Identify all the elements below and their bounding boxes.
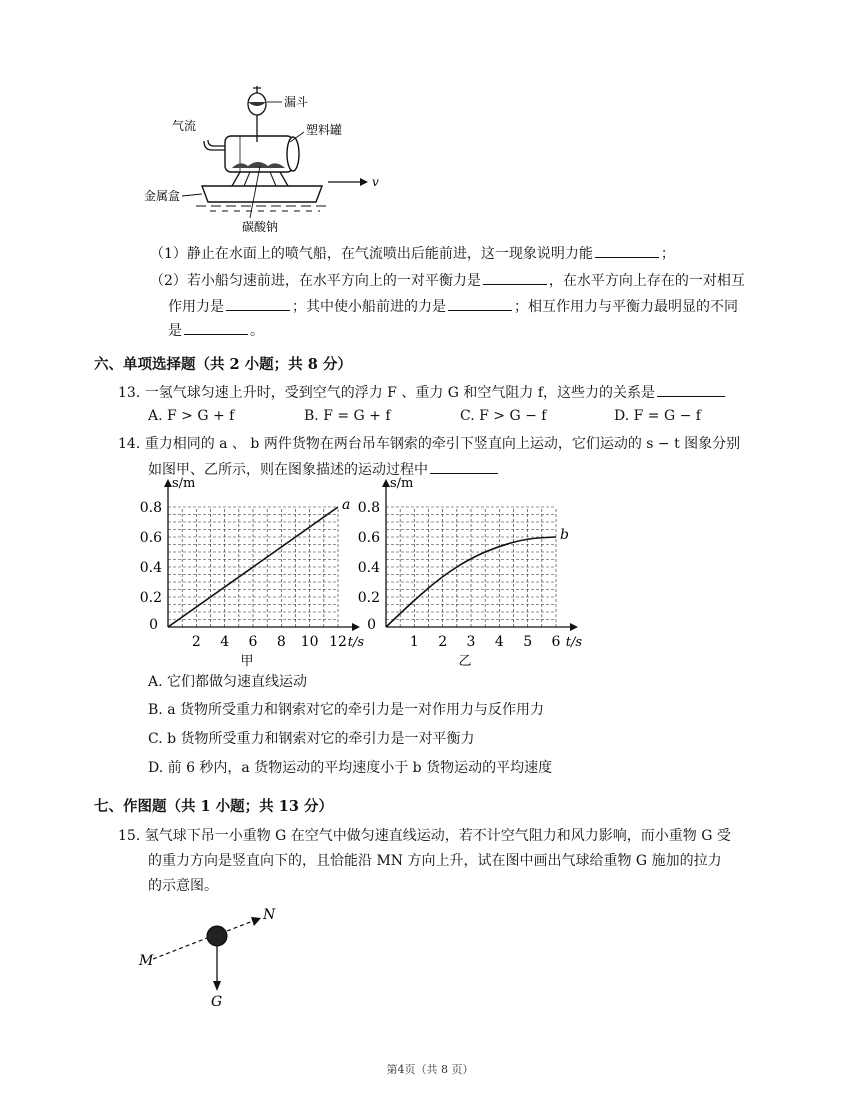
x-tick-label: 4: [494, 634, 504, 650]
y-axis-arrow: [382, 479, 390, 487]
q13-option-a[interactable]: A. F > G + f: [148, 408, 235, 424]
q13-stem: 13. 一氢气球匀速上升时，受到空气的浮力 F 、重力 G 和空气阻力 f，这些力的关系是: [118, 382, 727, 403]
soda-label: 碳酸钠: [242, 220, 279, 234]
q13-option-d[interactable]: D. F = G − f: [614, 408, 701, 424]
q14-stem-line2: 如图甲、乙所示，则在图象描述的运动过程中: [148, 459, 500, 480]
q15-line1: 15. 氢气球下吊一小重物 G 在空气中做匀速直线运动，若不计空气阻力和风力影响，而小重物 G 受: [118, 828, 731, 844]
section-6-title: 六、单项选择题（共 2 小题；共 8 分）: [94, 356, 352, 373]
x-tick-label: 4: [220, 634, 230, 650]
section-7-title: 七、作图题（共 1 小题；共 13 分）: [94, 798, 333, 815]
q14-option-d[interactable]: D. 前 6 秒内，a 货物运动的平均速度小于 b 货物运动的平均速度: [148, 760, 553, 776]
y-tick-label: 0.4: [357, 560, 380, 576]
q14-option-a[interactable]: A. 它们都做匀速直线运动: [148, 674, 308, 690]
origin-label: 0: [367, 617, 376, 633]
q14-stem-line1: 14. 重力相同的 a 、 b 两件货物在两台吊车钢索的牵引下竖直向上运动，它们运动的 s − t 图象分别: [118, 436, 741, 452]
label-g: G: [211, 994, 223, 1010]
x-axis-arrow: [570, 623, 578, 631]
chart-title: 乙: [458, 654, 472, 669]
answer-blank[interactable]: [595, 243, 659, 258]
force-diagram[interactable]: [135, 905, 295, 1010]
q13-option-b[interactable]: B. F = G + f: [304, 408, 391, 424]
x-tick-label: 12: [329, 634, 347, 650]
q14-option-c[interactable]: C. b 货物所受重力和钢索对它的牵引力是一对平衡力: [148, 731, 475, 747]
y-axis-arrow: [164, 479, 172, 487]
q14-option-b[interactable]: B. a 货物所受重力和钢索对它的牵引力是一对作用力与反作用力: [148, 702, 544, 718]
q12-sub2-line1: （2）若小船匀速前进，在水平方向上的一对平衡力是 ，在水平方向上存在的一对相互: [150, 270, 745, 291]
label-n: N: [263, 907, 276, 923]
airflow-label: 气流: [172, 119, 197, 133]
boat-figure: [140, 80, 390, 234]
y-axis-label: s/m: [172, 476, 196, 491]
label-m: M: [139, 953, 154, 969]
q15-line3: 的示意图。: [148, 878, 218, 894]
origin-label: 0: [149, 617, 158, 633]
page-footer: 第4页（共 8 页）: [386, 1063, 474, 1076]
series-label: a: [342, 497, 351, 513]
y-tick-label: 0.8: [357, 500, 380, 516]
velocity-label: v: [372, 175, 379, 189]
chart-title: 甲: [240, 654, 254, 669]
answer-blank[interactable]: [448, 296, 512, 311]
y-tick-label: 0.8: [139, 500, 162, 516]
x-tick-label: 5: [523, 634, 533, 650]
q13-option-c[interactable]: C. F > G − f: [460, 408, 547, 424]
y-tick-label: 0.4: [139, 560, 162, 576]
x-tick-label: 1: [409, 634, 419, 650]
q12-sub2-line3: 是 。: [168, 320, 264, 341]
answer-blank[interactable]: [184, 320, 248, 335]
answer-blank[interactable]: [226, 296, 290, 311]
x-tick-label: 2: [438, 634, 448, 650]
q12-sub1: （1）静止在水面上的喷气船，在气流喷出后能前进，这一现象说明力能 ；: [150, 243, 675, 264]
chart-yi: [338, 476, 582, 672]
series-label: b: [560, 527, 569, 543]
weight-ball: [207, 926, 227, 946]
x-tick-label: 10: [300, 634, 319, 650]
answer-blank[interactable]: [483, 270, 547, 285]
funnel-label: 漏斗: [284, 95, 309, 109]
answer-blank[interactable]: [657, 382, 725, 397]
x-tick-label: 8: [276, 634, 286, 650]
x-tick-label: 3: [466, 634, 476, 650]
answer-blank[interactable]: [430, 459, 498, 474]
y-tick-label: 0.2: [139, 590, 162, 606]
x-tick-label: 6: [551, 634, 561, 650]
y-tick-label: 0.6: [139, 530, 162, 546]
box-label: 金属盒: [144, 189, 181, 203]
y-tick-label: 0.6: [357, 530, 380, 546]
q15-line2: 的重力方向是竖直向下的，且恰能沿 MN 方向上升，试在图中画出气球给重物 G 施加的拉力: [148, 853, 722, 869]
y-axis-label: s/m: [390, 476, 414, 491]
x-axis-label: t/s: [565, 635, 582, 650]
y-tick-label: 0.2: [357, 590, 380, 606]
x-tick-label: 2: [191, 634, 201, 650]
chart-jia: [120, 476, 364, 672]
can-label: 塑料罐: [306, 123, 343, 137]
x-axis-label: t/s: [347, 635, 364, 650]
q12-sub2-line2: 作用力是 ；其中使小船前进的力是 ；相互作用力与平衡力最明显的不同: [168, 296, 738, 317]
x-tick-label: 6: [248, 634, 258, 650]
